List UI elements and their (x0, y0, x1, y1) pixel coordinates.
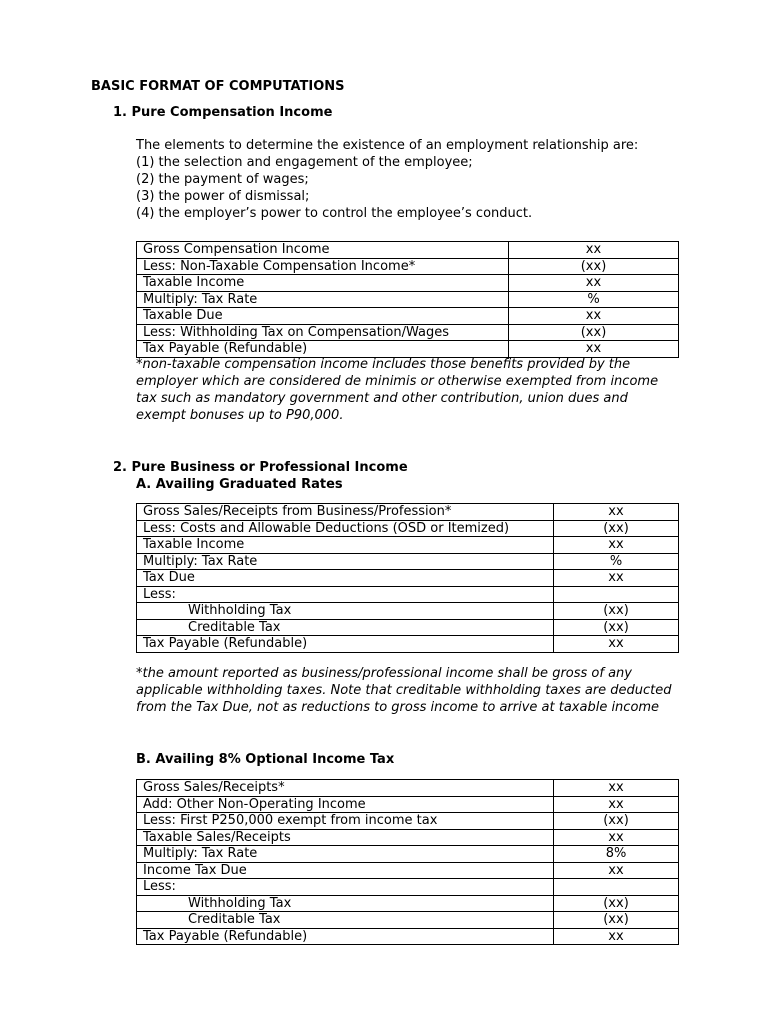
element-item: (1) the selection and engagement of the employee; (136, 155, 473, 170)
section-1-intro: The elements to determine the existence of an employment relationship are: (136, 138, 639, 153)
table-row (137, 619, 679, 636)
element-item: (4) the employer’s power to control the employee’s conduct. (136, 206, 533, 221)
table-row (137, 291, 679, 308)
footnote-line: exempt bonuses up to P90,000. (136, 408, 344, 423)
table-row (137, 553, 679, 570)
row-label: Less: (137, 879, 554, 896)
graduated-rates-footnote (136, 665, 696, 716)
section-1-heading: 1. Pure Compensation Income (113, 105, 333, 120)
row-label: Gross Sales/Receipts from Business/Profession* (137, 504, 554, 521)
row-value: % (509, 291, 679, 308)
row-value: (xx) (509, 324, 679, 341)
table-row (137, 780, 679, 797)
row-value: xx (509, 341, 679, 358)
table-row (137, 813, 679, 830)
row-label: Taxable Income (137, 275, 509, 292)
row-value: xx (554, 829, 679, 846)
footnote-line: *non-taxable compensation income includes those benefits provided by the (136, 357, 631, 372)
row-label: Tax Payable (Refundable) (137, 341, 509, 358)
row-label: Add: Other Non-Operating Income (137, 796, 554, 813)
row-value: (xx) (554, 895, 679, 912)
table-row (137, 636, 679, 653)
row-value: xx (554, 796, 679, 813)
row-label: Less: Costs and Allowable Deductions (OSD or Itemized) (137, 520, 554, 537)
element-item: (2) the payment of wages; (136, 172, 309, 187)
row-label: Gross Sales/Receipts* (137, 780, 554, 797)
table-row (137, 275, 679, 292)
table-row (137, 879, 679, 896)
row-value: xx (554, 862, 679, 879)
table-row (137, 912, 679, 929)
optional-income-tax-table (136, 779, 679, 945)
compensation-footnote (136, 356, 696, 424)
row-value: (xx) (509, 258, 679, 275)
table-row (137, 504, 679, 521)
row-value: xx (554, 570, 679, 587)
table-row (137, 829, 679, 846)
row-label: Tax Payable (Refundable) (137, 636, 554, 653)
row-label: Multiply: Tax Rate (137, 846, 554, 863)
row-label: Creditable Tax (137, 619, 554, 636)
element-item: (3) the power of dismissal; (136, 189, 310, 204)
document-title: BASIC FORMAT OF COMPUTATIONS (91, 79, 345, 94)
table-row (137, 570, 679, 587)
table-row (137, 242, 679, 259)
section-2-heading: 2. Pure Business or Professional Income (113, 460, 408, 475)
row-label: Multiply: Tax Rate (137, 291, 509, 308)
row-value: xx (554, 504, 679, 521)
table-row (137, 537, 679, 554)
row-label: Withholding Tax (137, 895, 554, 912)
row-label: Less: Withholding Tax on Compensation/Wages (137, 324, 509, 341)
table-row (137, 846, 679, 863)
table-row (137, 928, 679, 945)
table-row (137, 796, 679, 813)
row-label: Less: (137, 586, 554, 603)
row-label: Withholding Tax (137, 603, 554, 620)
row-value: xx (554, 537, 679, 554)
row-value: (xx) (554, 813, 679, 830)
row-label: Income Tax Due (137, 862, 554, 879)
table-row (137, 341, 679, 358)
row-value: xx (509, 308, 679, 325)
row-label: Creditable Tax (137, 912, 554, 929)
row-value (554, 879, 679, 896)
row-label: Taxable Due (137, 308, 509, 325)
table-row (137, 862, 679, 879)
graduated-rates-table (136, 503, 679, 653)
section-2b-heading: B. Availing 8% Optional Income Tax (136, 752, 395, 767)
table-row (137, 258, 679, 275)
row-label: Less: Non-Taxable Compensation Income* (137, 258, 509, 275)
row-label: Multiply: Tax Rate (137, 553, 554, 570)
row-label: Taxable Income (137, 537, 554, 554)
row-label: Tax Payable (Refundable) (137, 928, 554, 945)
row-value: (xx) (554, 603, 679, 620)
footnote-line: tax such as mandatory government and other contribution, union dues and (136, 391, 628, 406)
row-value: xx (554, 780, 679, 797)
row-value: xx (509, 242, 679, 259)
row-label: Less: First P250,000 exempt from income tax (137, 813, 554, 830)
table-row (137, 520, 679, 537)
section-2a-heading: A. Availing Graduated Rates (136, 477, 343, 492)
footnote-line: employer which are considered de minimis or otherwise exempted from income (136, 374, 659, 389)
row-value: (xx) (554, 912, 679, 929)
row-label: Tax Due (137, 570, 554, 587)
table-row (137, 324, 679, 341)
row-value: xx (554, 636, 679, 653)
compensation-computation-table (136, 241, 679, 358)
row-value (554, 586, 679, 603)
table-row (137, 586, 679, 603)
row-value: % (554, 553, 679, 570)
row-value: xx (509, 275, 679, 292)
row-value: (xx) (554, 520, 679, 537)
footnote-line: from the Tax Due, not as reductions to gross income to arrive at taxable income (136, 700, 660, 715)
table-row (137, 603, 679, 620)
table-row (137, 895, 679, 912)
row-label: Gross Compensation Income (137, 242, 509, 259)
row-value: (xx) (554, 619, 679, 636)
footnote-line: *the amount reported as business/professional income shall be gross of any (136, 666, 632, 681)
footnote-line: applicable withholding taxes. Note that creditable withholding taxes are deducted (136, 683, 672, 698)
table-row (137, 308, 679, 325)
row-value: xx (554, 928, 679, 945)
row-value: 8% (554, 846, 679, 863)
row-label: Taxable Sales/Receipts (137, 829, 554, 846)
